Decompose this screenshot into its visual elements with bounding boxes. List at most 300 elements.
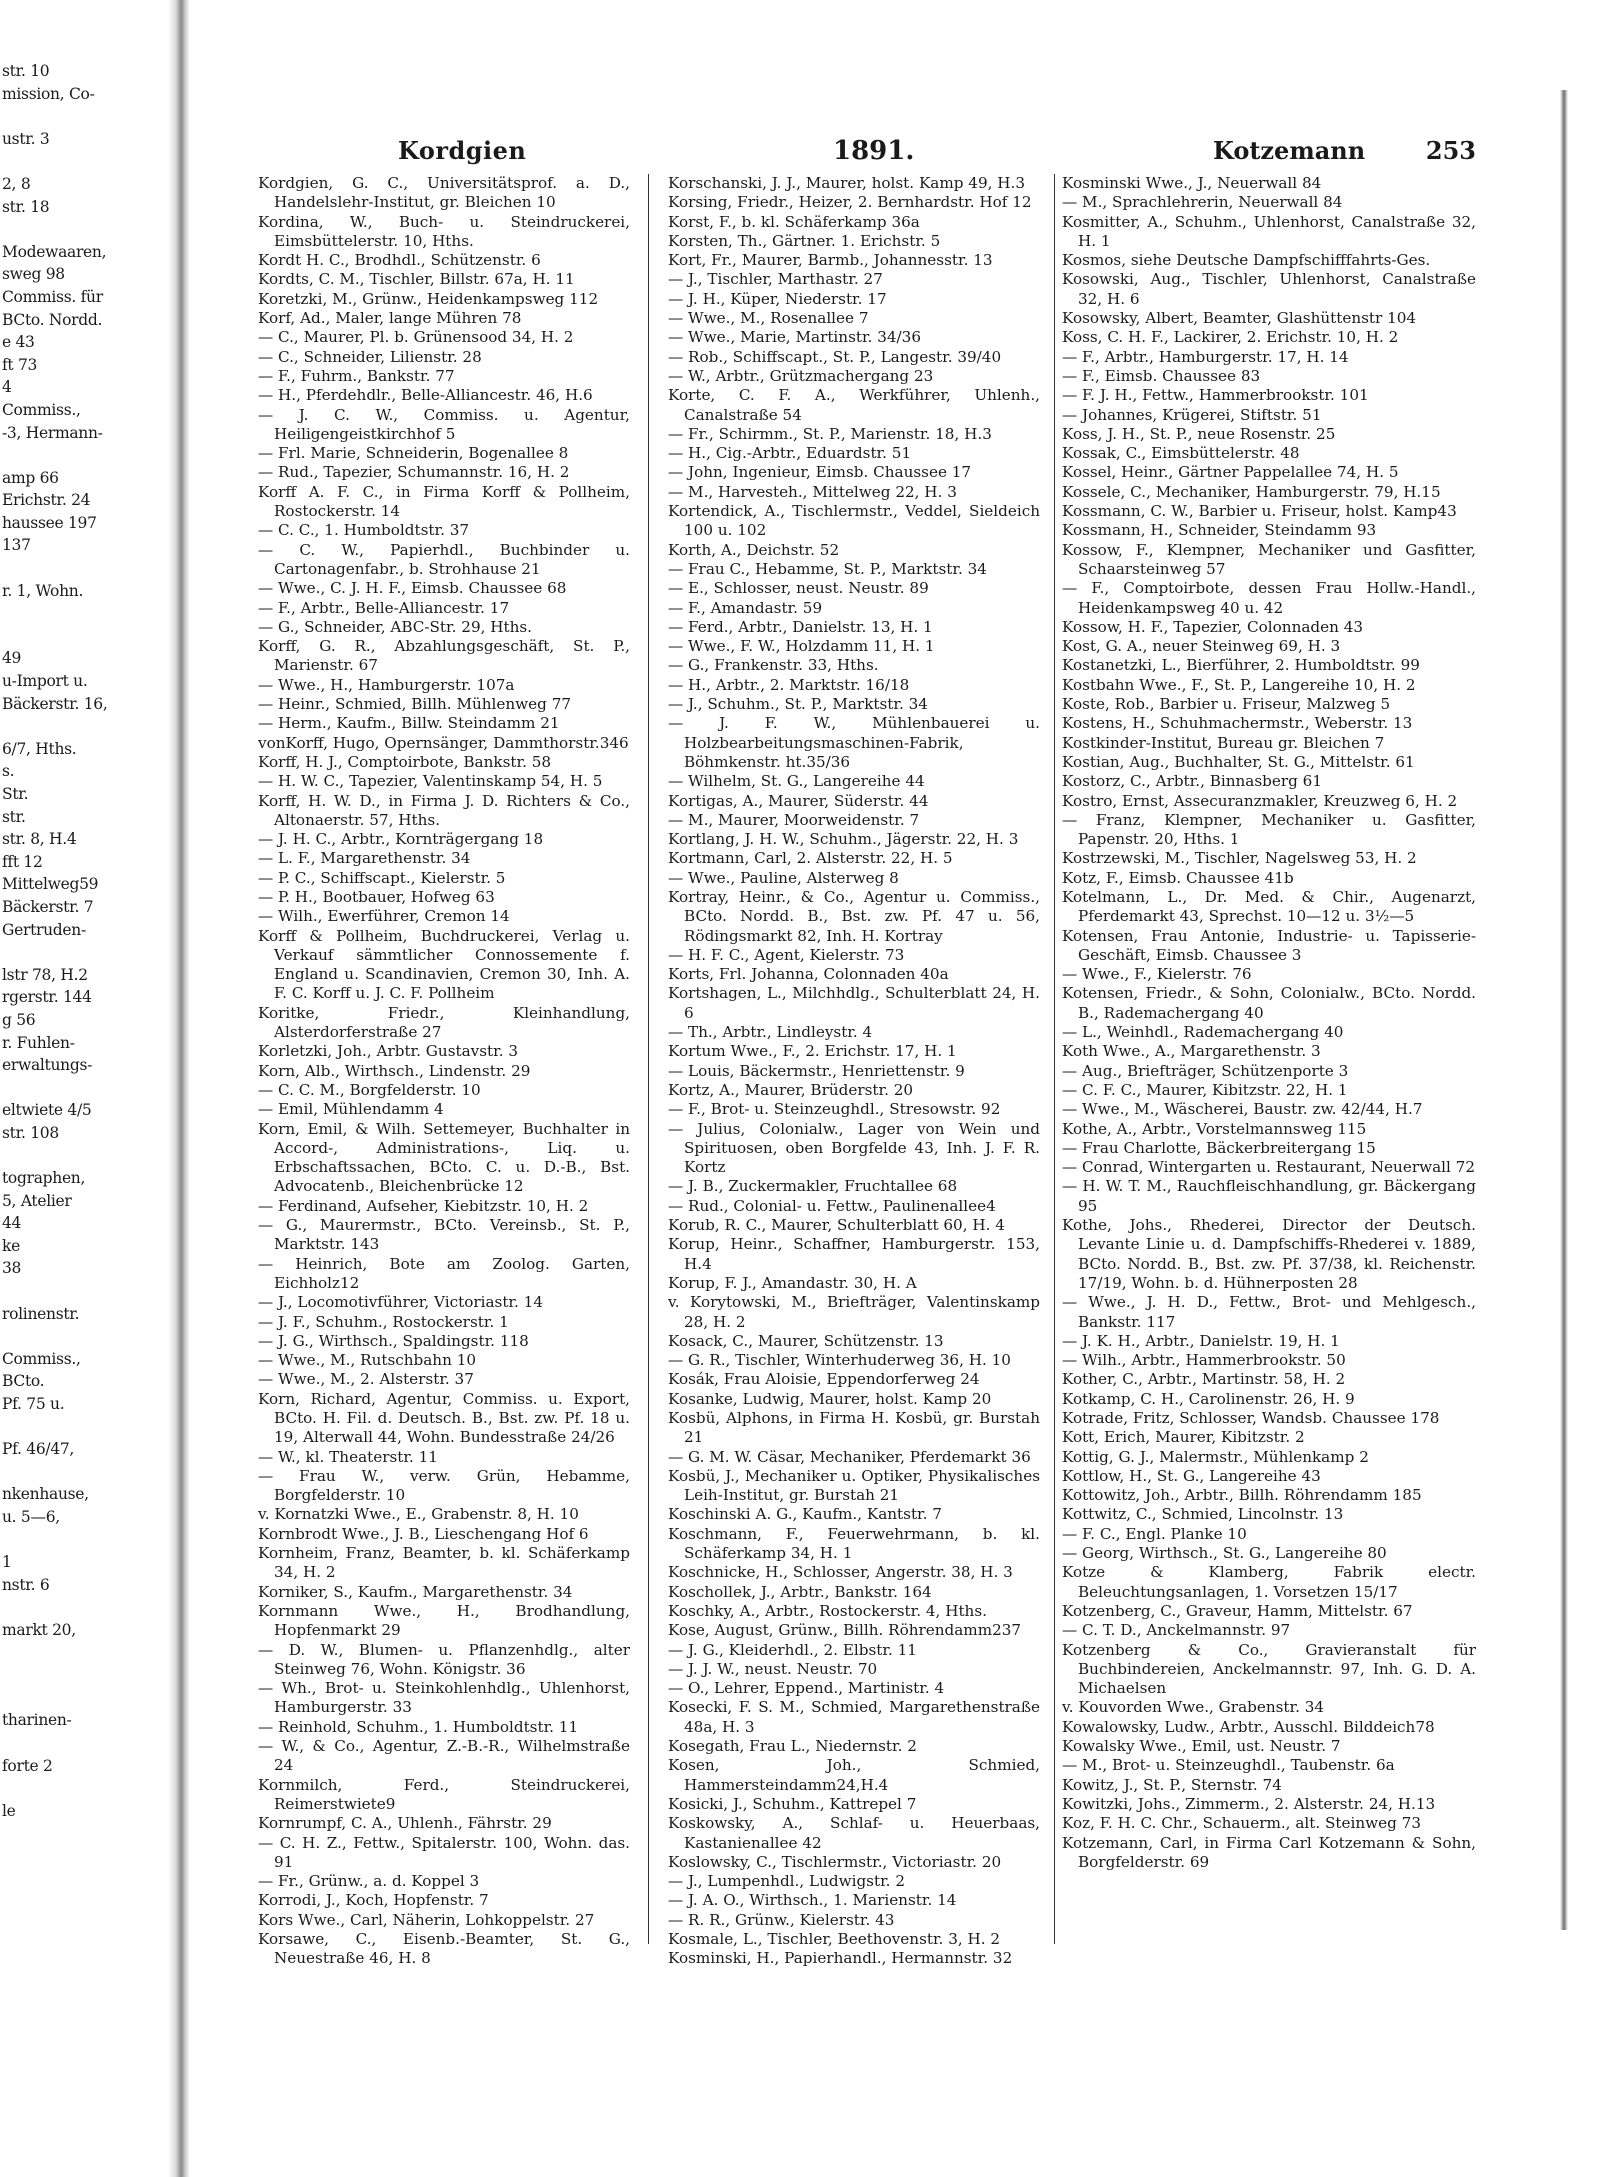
header-year: 1891. — [833, 136, 915, 166]
directory-entry: — Frau W., verw. Grün, Hebamme, Borgfelderstr. 10 — [258, 1466, 630, 1505]
left-page-line: 4 — [2, 378, 12, 397]
directory-entry: — W., Arbtr., Grützmachergang 23 — [668, 366, 934, 385]
left-page-line: Bäckerstr. 16, — [2, 694, 108, 713]
directory-entry: — J. K. H., Arbtr., Danielstr. 19, H. 1 — [1062, 1331, 1340, 1350]
left-page-line — [0, 1642, 178, 1665]
directory-entry: Kosmale, L., Tischler, Beethovenstr. 3, H. 2 — [668, 1930, 1001, 1949]
directory-entry: — J. C. W., Commiss. u. Agentur, Heiligengeistkirchhof 5 — [258, 405, 630, 443]
left-page-line — [0, 1777, 178, 1800]
directory-entry: Korst, F., b. kl. Schäferkamp 36a — [668, 212, 920, 231]
directory-entry: — F., Arbtr., Hamburgerstr. 17, H. 14 — [1062, 347, 1349, 366]
directory-entry: Kosbü, J., Mechaniker u. Optiker, Physikalisches Leih-Institut, gr. Burstah 21 — [668, 1466, 1040, 1505]
left-page-line: fft 12 — [2, 852, 43, 871]
directory-entry: v. Kouvorden Wwe., Grabenstr. 34 — [1062, 1698, 1325, 1717]
directory-entry: Kosecki, F. S. M., Schmied, Margarethenstraße 48a, H. 3 — [668, 1698, 1040, 1736]
left-page-line: 1 — [2, 1553, 12, 1572]
directory-entry: — Rob., Schiffscapt., St. P., Langestr. 39/40 — [668, 347, 1002, 366]
directory-entry: Kordts, C. M., Tischler, Billstr. 67a, H. 11 — [258, 270, 575, 289]
directory-entry: — Reinhold, Schuhm., 1. Humboldtstr. 11 — [258, 1717, 579, 1736]
directory-entry: — Rud., Colonial- u. Fettw., Paulinenallee4 — [668, 1196, 996, 1215]
directory-entry: — F., Amandastr. 59 — [668, 598, 823, 617]
left-page-line: Gertruden- — [2, 920, 86, 939]
directory-entry: Kossel, Heinr., Gärtner Pappelallee 74, H. 5 — [1062, 463, 1399, 482]
directory-entry: Kostian, Aug., Buchhalter, St. G., Mittelstr. 61 — [1062, 752, 1415, 771]
directory-entry: — M., Brot- u. Steinzeughdl., Taubenstr. 6a — [1062, 1756, 1395, 1775]
directory-entry: Kosbü, Alphons, in Firma H. Kosbü, gr. Burstah 21 — [668, 1409, 1040, 1447]
directory-entry: Korsing, Friedr., Heizer, 2. Bernhardstr. Hof 12 — [668, 193, 1032, 212]
left-page-line: 2, 8 — [2, 174, 31, 193]
directory-entry: Kosegath, Frau L., Niedernstr. 2 — [668, 1737, 917, 1756]
directory-entry: — J. H. C., Arbtr., Kornträgergang 18 — [258, 830, 544, 849]
directory-entry: Kortz, A., Maurer, Brüderstr. 20 — [668, 1080, 914, 1099]
left-page-line: nkenhause, — [2, 1485, 89, 1504]
directory-entry: — Wilh., Ewerführer, Cremon 14 — [258, 907, 510, 926]
directory-entry: Kossow, F., Klempner, Mechaniker und Gasfitter, Schaarsteinweg 57 — [1062, 540, 1476, 578]
directory-entry: — C. W., Papierhdl., Buchbinder u. Cartonagenfabr., b. Strohhause 21 — [258, 540, 630, 578]
left-page-line: e 43 — [2, 333, 35, 352]
left-page-line — [0, 105, 178, 128]
directory-entry: — C. H. Z., Fettw., Spitalerstr. 100, Wohn. das. 91 — [258, 1833, 630, 1871]
directory-entry: — W., & Co., Agentur, Z.-B.-R., Wilhelmstraße 24 — [258, 1737, 630, 1775]
directory-entry: Korschanski, J. J., Maurer, holst. Kamp 49, H.3 — [668, 174, 1026, 192]
left-page-line: rolinenstr. — [2, 1304, 80, 1323]
directory-entry: Kosmitter, A., Schuhm., Uhlenhorst, Canalstraße 32, H. 1 — [1062, 212, 1476, 250]
directory-entry: Kortray, Heinr., & Co., Agentur u. Commiss., BCto. Nordd. B., Bst. zw. Pf. 47 u. 56, Rödingsmarkt 82, Inh. H. Kortray — [668, 887, 1040, 945]
left-page-line: BCto. — [2, 1372, 45, 1391]
directory-entry: Kosowski, Aug., Tischler, Uhlenhorst, Canalstraße 32, H. 6 — [1062, 270, 1476, 308]
directory-entry: Kosminski Wwe., J., Neuerwall 84 — [1062, 174, 1322, 192]
directory-entry: Kothe, Johs., Rhederei, Director der Deutsch. Levante Linie u. d. Dampfschiffs-Rhederei v. 1889, BCto. Nordd. B., Bst. zw. Pf. 37/38, kl. Reichenstr. 17/19, Wohn. b. d. Hühnerposten 28 — [1062, 1216, 1476, 1292]
left-page-line: erwaltungs- — [2, 1056, 93, 1075]
left-page-line: s. — [2, 762, 15, 781]
directory-entry: Kordgien, G. C., Universitätsprof. a. D., Handelslehr-Institut, gr. Bleichen 10 — [258, 174, 630, 212]
directory-entry: Kordt H. C., Brodhdl., Schützenstr. 6 — [258, 251, 541, 270]
left-page-line: haussee 197 — [2, 513, 97, 532]
left-page-line: u. 5—6, — [2, 1508, 60, 1526]
directory-entry: — Frl. Marie, Schneiderin, Bogenallee 8 — [258, 444, 569, 463]
directory-entry: Kornmilch, Ferd., Steindruckerei, Reimerstwiete9 — [258, 1775, 630, 1813]
directory-entry: v. Kornatzki Wwe., E., Grabenstr. 8, H. 10 — [258, 1505, 579, 1524]
directory-entry: Kott, Erich, Maurer, Kibitzstr. 2 — [1062, 1428, 1305, 1447]
left-page-line: tharinen- — [2, 1711, 72, 1730]
directory-entry: Kostens, H., Schuhmachermstr., Weberstr. 13 — [1062, 714, 1413, 733]
directory-entry: Kortlang, J. H. W., Schuhm., Jägerstr. 22, H. 3 — [668, 830, 1019, 849]
directory-entry: Kostrzewski, M., Tischler, Nagelsweg 53, H. 2 — [1062, 849, 1417, 868]
directory-entry: — M., Maurer, Moorweidenstr. 7 — [668, 810, 920, 829]
left-page-line — [0, 218, 178, 241]
directory-entry: Koz, F. H. C. Chr., Schauerm., alt. Steinweg 73 — [1062, 1814, 1422, 1833]
directory-entry: Kotensen, Frau Antonie, Industrie- u. Tapisserie-Geschäft, Eimsb. Chaussee 3 — [1062, 926, 1476, 964]
directory-entry: Kotze & Klamberg, Fabrik electr. Beleuchtungsanlagen, 1. Vorsetzen 15/17 — [1062, 1563, 1476, 1601]
left-page-line — [0, 557, 178, 580]
directory-entry: Kortmann, Carl, 2. Alsterstr. 22, H. 5 — [668, 849, 953, 868]
left-page-line: nstr. 6 — [2, 1575, 50, 1594]
directory-entry: — Rud., Tapezier, Schumannstr. 16, H. 2 — [258, 463, 570, 482]
directory-entry: Kostorz, C., Arbtr., Binnasberg 61 — [1062, 772, 1323, 791]
directory-entry: — F., Eimsb. Chaussee 83 — [1062, 366, 1261, 385]
directory-entry: Koth Wwe., A., Margarethenstr. 3 — [1062, 1042, 1321, 1061]
directory-entry: Kortendick, A., Tischlermstr., Veddel, Sieldeich 100 u. 102 — [668, 502, 1040, 540]
directory-entry: — C. C., 1. Humboldtstr. 37 — [258, 521, 470, 540]
left-page-line — [0, 1280, 178, 1303]
directory-entry: — Fr., Grünw., a. d. Koppel 3 — [258, 1872, 480, 1891]
directory-entry: Kose, August, Grünw., Billh. Röhrendamm237 — [668, 1621, 1022, 1640]
left-page-line — [0, 941, 178, 964]
directory-entry: Korf, Ad., Maler, lange Mühren 78 — [258, 309, 522, 328]
directory-entry: Kostanetzki, L., Bierführer, 2. Humboldtstr. 99 — [1062, 656, 1420, 675]
directory-entry: — Julius, Colonialw., Lager von Wein und Spirituosen, oben Borgfelde 43, Inh. J. F. R. Kortz — [668, 1119, 1040, 1177]
header-last-entry: Kotzemann — [1213, 136, 1366, 165]
directory-entry: — M., Harvesteh., Mittelweg 22, H. 3 — [668, 482, 957, 501]
left-page-line: sweg 98 — [2, 265, 65, 284]
left-page-line: lstr 78, H.2 — [2, 965, 88, 984]
directory-entry: — H., Arbtr., 2. Marktstr. 16/18 — [668, 675, 910, 694]
directory-entry: — G. R., Tischler, Winterhuderweg 36, H. 10 — [668, 1351, 1011, 1370]
directory-entry: Koretzki, M., Grünw., Heidenkampsweg 112 — [258, 289, 599, 308]
directory-entry: — Herm., Kaufm., Billw. Steindamm 21 — [258, 714, 560, 733]
directory-entry: — M., Sprachlehrerin, Neuerwall 84 — [1062, 193, 1343, 212]
directory-entry: — Wwe., H., Hamburgerstr. 107a — [258, 675, 515, 694]
directory-entry: — H. W. C., Tapezier, Valentinskamp 54, H. 5 — [258, 772, 603, 791]
directory-entry: Kotzenberg & Co., Gravieranstalt für Buchbindereien, Anckelmannstr. 97, Inh. G. D. A. Michaelsen — [1062, 1640, 1476, 1698]
directory-entry: — J., Tischler, Marthastr. 27 — [668, 270, 883, 289]
directory-entry: — J. J. W., neust. Neustr. 70 — [668, 1659, 878, 1678]
directory-column-2 — [668, 174, 1040, 1968]
directory-entry: Kornheim, Franz, Beamter, b. kl. Schäferkamp 34, H. 2 — [258, 1544, 630, 1582]
directory-entry: — F., Brot- u. Steinzeughdl., Stresowstr. 92 — [668, 1100, 1001, 1119]
left-page-line: r. Fuhlen- — [2, 1033, 75, 1052]
left-page-line: 44 — [2, 1214, 22, 1233]
directory-entry: — D. W., Blumen- u. Pflanzenhdlg., alter Steinweg 76, Wohn. Königstr. 36 — [258, 1640, 630, 1678]
directory-entry: Kotensen, Friedr., & Sohn, Colonialw., BCto. Nordd. B., Rademachergang 40 — [1062, 984, 1476, 1022]
directory-entry: Kostro, Ernst, Assecuranzmakler, Kreuzweg 6, H. 2 — [1062, 791, 1458, 810]
directory-entry: — P. C., Schiffscapt., Kielerstr. 5 — [258, 868, 506, 887]
directory-entry: Kowalsky Wwe., Emil, ust. Neustr. 7 — [1062, 1737, 1341, 1756]
directory-entry: Korff A. F. C., in Firma Korff & Pollheim, Rostockerstr. 14 — [258, 482, 630, 521]
left-page-line — [0, 1416, 178, 1439]
directory-entry: — Wwe., J. H. D., Fettw., Brot- und Mehlgesch., Bankstr. 117 — [1062, 1293, 1476, 1331]
left-page-line — [0, 715, 178, 738]
directory-entry: — Wwe., Marie, Martinstr. 34/36 — [668, 328, 921, 347]
directory-entry: Korth, A., Deichstr. 52 — [668, 540, 840, 559]
directory-entry: Korte, C. F. A., Werkführer, Uhlenh., Canalstraße 54 — [668, 386, 1040, 424]
directory-entry: — Conrad, Wintergarten u. Restaurant, Neuerwall 72 — [1062, 1158, 1475, 1177]
directory-entry: — Fr., Schirmm., St. P., Marienstr. 18, H.3 — [668, 424, 992, 443]
directory-entry: Korff, G. R., Abzahlungsgeschäft, St. P., Marienstr. 67 — [258, 637, 630, 675]
directory-entry: Kossmann, H., Schneider, Steindamm 93 — [1062, 521, 1377, 540]
directory-column-1 — [258, 174, 630, 1968]
left-page-line: ustr. 3 — [2, 129, 50, 148]
directory-entry: Kost, G. A., neuer Steinweg 69, H. 3 — [1062, 637, 1341, 656]
directory-entry: Kossmann, C. W., Barbier u. Friseur, holst. Kamp43 — [1062, 502, 1457, 521]
directory-entry: — O., Lehrer, Eppend., Martinistr. 4 — [668, 1679, 945, 1698]
left-page-line: le — [2, 1801, 16, 1820]
directory-entry: — H., Pferdehdlr., Belle-Alliancestr. 46, H.6 — [258, 386, 593, 405]
directory-entry: Korsten, Th., Gärtner. 1. Erichstr. 5 — [668, 231, 941, 250]
directory-entry: — L., Weinhdl., Rademachergang 40 — [1062, 1023, 1344, 1042]
directory-entry: — Heinr., Schmied, Billh. Mühlenweg 77 — [258, 695, 572, 714]
directory-entry: — Th., Arbtr., Lindleystr. 4 — [668, 1023, 873, 1042]
page-number: 253 — [1425, 136, 1476, 165]
directory-entry: Koskowsky, A., Schlaf- u. Heuerbaas, Kastanienallee 42 — [668, 1814, 1040, 1852]
left-page-line: str. 108 — [2, 1123, 59, 1142]
directory-entry: — Ferd., Arbtr., Danielstr. 13, H. 1 — [668, 617, 933, 636]
directory-entry: Korniker, S., Kaufm., Margarethenstr. 34 — [258, 1582, 573, 1601]
directory-entry: — J., Lumpenhdl., Ludwigstr. 2 — [668, 1872, 905, 1891]
directory-entry: Kornbrodt Wwe., J. B., Lieschengang Hof 6 — [258, 1524, 589, 1543]
directory-entry: Kowalowsky, Ludw., Arbtr., Ausschl. Bilddeich78 — [1062, 1717, 1435, 1736]
left-page-line — [0, 1461, 178, 1484]
directory-entry: — J. H., Küper, Niederstr. 17 — [668, 289, 887, 308]
directory-entry: Kosowsky, Albert, Beamter, Glashüttenstr 104 — [1062, 309, 1417, 328]
left-page-line: 137 — [2, 536, 31, 555]
directory-entry: Kottwitz, C., Schmied, Lincolnstr. 13 — [1062, 1505, 1344, 1524]
column-divider — [648, 174, 649, 1944]
directory-entry: Kosack, C., Maurer, Schützenstr. 13 — [668, 1331, 944, 1350]
directory-entry: Kostbahn Wwe., F., St. P., Langereihe 10, H. 2 — [1062, 675, 1416, 694]
directory-entry: — Johannes, Krügerei, Stiftstr. 51 — [1062, 405, 1322, 424]
directory-entry: — Wwe., F., Kielerstr. 76 — [1062, 965, 1252, 984]
directory-entry: Kosen, Joh., Schmied, Hammersteindamm24,H.4 — [668, 1756, 1040, 1794]
directory-entry: Kotzenberg, C., Graveur, Hamm, Mittelstr. 67 — [1062, 1601, 1413, 1620]
left-page-line — [0, 1529, 178, 1552]
left-page-line: rgerstr. 144 — [2, 988, 92, 1007]
left-page-line: ft 73 — [2, 355, 38, 374]
header-first-entry: Kordgien — [398, 136, 527, 165]
directory-entry: — Franz, Klempner, Mechaniker u. Gasfitter, Papenstr. 20, Hths. 1 — [1062, 810, 1476, 849]
page-header — [258, 136, 1476, 176]
left-page-line — [0, 1596, 178, 1619]
left-page-line: Commiss., — [2, 1349, 81, 1368]
directory-entry: — F., Fuhrm., Bankstr. 77 — [258, 366, 455, 385]
directory-entry: vonKorff, Hugo, Opernsänger, Dammthorstr.346 — [258, 733, 629, 752]
directory-entry: Kowitzki, Johs., Zimmerm., 2. Alsterstr. 24, H.13 — [1062, 1794, 1436, 1813]
left-page-line: str. 10 — [2, 62, 50, 80]
directory-entry: — G., Frankenstr. 33, Hths. — [668, 656, 879, 675]
directory-entry: Koschmann, F., Feuerwehrmann, b. kl. Schäferkamp 34, H. 1 — [668, 1524, 1040, 1563]
directory-entry: — Wh., Brot- u. Steinkohlenhdlg., Uhlenhorst, Hamburgerstr. 33 — [258, 1679, 630, 1717]
directory-entry: — Wwe., F. W., Holzdamm 11, H. 1 — [668, 637, 935, 656]
directory-entry: Korff, H. W. D., in Firma J. D. Richters & Co., Altonaerstr. 57, Hths. — [258, 791, 630, 829]
directory-entry: Kortum Wwe., F., 2. Erichstr. 17, H. 1 — [668, 1042, 957, 1061]
directory-entry: Koss, C. H. F., Lackirer, 2. Erichstr. 10, H. 2 — [1062, 328, 1399, 347]
directory-entry: — Wwe., C. J. H. F., Eimsb. Chaussee 68 — [258, 579, 567, 598]
directory-entry: Kothe, A., Arbtr., Vorstelmannsweg 115 — [1062, 1119, 1367, 1138]
directory-entry: — H. W. T. M., Rauchfleischhandlung, gr. Bäckergang 95 — [1062, 1177, 1476, 1215]
left-page-line: amp 66 — [2, 468, 59, 487]
left-page-line: ke — [2, 1236, 20, 1255]
left-page-line: eltwiete 4/5 — [2, 1101, 92, 1120]
left-page-line: 6/7, Hths. — [2, 739, 77, 758]
directory-entry: Kort, Fr., Maurer, Barmb., Johannesstr. 13 — [668, 251, 993, 270]
directory-entry: — H. F. C., Agent, Kielerstr. 73 — [668, 945, 905, 964]
directory-entry: — G. M. W. Cäsar, Mechaniker, Pferdemarkt 36 — [668, 1447, 1031, 1466]
left-page-line: mission, Co- — [2, 84, 95, 103]
directory-entry: Kottowitz, Joh., Arbtr., Billh. Röhrendamm 185 — [1062, 1486, 1422, 1505]
left-page-line: Str. — [2, 785, 29, 803]
directory-entry: — G., Schneider, ABC-Str. 29, Hths. — [258, 617, 533, 636]
directory-entry: Koss, J. H., St. P., neue Rosenstr. 25 — [1062, 424, 1336, 443]
directory-entry: — E., Schlosser, neust. Neustr. 89 — [668, 579, 929, 598]
left-page-line: 49 — [2, 649, 22, 668]
directory-entry: — C., Maurer, Pl. b. Grünensood 34, H. 2 — [258, 328, 574, 347]
left-page-line: g 56 — [2, 1010, 36, 1029]
directory-entry: — J., Locomotivführer, Victoriastr. 14 — [258, 1293, 543, 1312]
directory-entry: — C., Schneider, Lilienstr. 28 — [258, 347, 482, 366]
directory-entry: Kors Wwe., Carl, Näherin, Lohkoppelstr. 27 — [258, 1910, 595, 1929]
directory-entry: Kotkamp, C. H., Carolinenstr. 26, H. 9 — [1062, 1389, 1355, 1408]
left-page-line: str. — [2, 807, 26, 826]
directory-entry: Korup, Heinr., Schaffner, Hamburgerstr. 153, H.4 — [668, 1235, 1040, 1273]
left-page-line — [0, 1325, 178, 1348]
directory-entry: Kossak, C., Eimsbüttelerstr. 48 — [1062, 444, 1300, 463]
left-page-line: -3, Hermann- — [2, 423, 103, 442]
directory-entry: — Ferdinand, Aufseher, Kiebitzstr. 10, H. 2 — [258, 1196, 589, 1215]
directory-entry: Kottig, G. J., Malermstr., Mühlenkamp 2 — [1062, 1447, 1369, 1466]
directory-entry: Koritke, Friedr., Kleinhandlung, Alsterdorferstraße 27 — [258, 1003, 630, 1042]
directory-entry: — Heinrich, Bote am Zoolog. Garten, Eichholz12 — [258, 1254, 630, 1292]
directory-entry: — J. G., Wirthsch., Spaldingstr. 118 — [258, 1331, 529, 1350]
left-page-line: Pf. 46/47, — [2, 1440, 75, 1459]
directory-entry: Kotz, F., Eimsb. Chaussee 41b — [1062, 868, 1294, 887]
left-page-line: 5, Atelier — [2, 1191, 72, 1210]
directory-column-3 — [1062, 174, 1476, 1944]
column-divider — [1054, 174, 1055, 1944]
left-page-fragment — [0, 60, 178, 2110]
left-page-line — [0, 625, 178, 648]
directory-entry: — P. H., Bootbauer, Hofweg 63 — [258, 887, 495, 906]
directory-entry: Korn, Richard, Agentur, Commiss. u. Export, BCto. H. Fil. d. Deutsch. B., Bst. zw. Pf. 18 u. 19, Alterwall 44, Wohn. Bundesstraße 24/26 — [258, 1389, 630, 1447]
directory-entry: Kowitz, J., St. P., Sternstr. 74 — [1062, 1775, 1282, 1794]
directory-entry: — Wwe., M., Rutschbahn 10 — [258, 1351, 477, 1370]
directory-entry: — Wwe., M., 2. Alsterstr. 37 — [258, 1370, 474, 1389]
left-page-line — [0, 1732, 178, 1755]
directory-entry: — C. F. C., Maurer, Kibitzstr. 22, H. 1 — [1062, 1080, 1348, 1099]
directory-entry: — G., Maurermstr., BCto. Vereinsb., St. P., Marktstr. 143 — [258, 1216, 630, 1254]
directory-entry: Kosanke, Ludwig, Maurer, holst. Kamp 20 — [668, 1389, 992, 1408]
directory-entry: — J. F. W., Mühlenbauerei u. Holzbearbeitungsmaschinen-Fabrik, Böhmkenstr. ht.35/36 — [668, 714, 1040, 771]
left-page-line: Pf. 75 u. — [2, 1395, 65, 1414]
left-page-line: Modewaaren, — [2, 242, 107, 261]
directory-entry: Koslowsky, C., Tischlermstr., Victoriastr. 20 — [668, 1852, 1002, 1871]
directory-entry: Kortigas, A., Maurer, Süderstr. 44 — [668, 791, 929, 810]
directory-entry: Kotrade, Fritz, Schlosser, Wandsb. Chaussee 178 — [1062, 1409, 1440, 1427]
directory-entry: — H., Cig.-Arbtr., Eduardstr. 51 — [668, 444, 912, 463]
directory-entry: — J. F., Schuhm., Rostockerstr. 1 — [258, 1312, 509, 1331]
directory-entry: — Wilhelm, St. G., Langereihe 44 — [668, 772, 925, 791]
left-page-line: forte 2 — [2, 1756, 53, 1775]
directory-entry: Kordina, W., Buch- u. Steindruckerei, Eimsbüttelerstr. 10, Hths. — [258, 212, 630, 250]
directory-entry: Kottlow, H., St. G., Langereihe 43 — [1062, 1466, 1321, 1485]
directory-entry: — Wilh., Arbtr., Hammerbrookstr. 50 — [1062, 1351, 1346, 1370]
directory-entry: — Wwe., M., Wäscherei, Baustr. zw. 42/44, H.7 — [1062, 1100, 1423, 1119]
directory-entry: Koschinski A. G., Kaufm., Kantstr. 7 — [668, 1505, 942, 1524]
directory-entry: Kosák, Frau Aloisie, Eppendorferweg 24 — [668, 1370, 980, 1389]
left-page-line: Erichstr. 24 — [2, 491, 91, 510]
directory-entry: Korrodi, J., Koch, Hopfenstr. 7 — [258, 1891, 489, 1910]
left-page-line: u-Import u. — [2, 672, 88, 691]
directory-entry: — F. C., Engl. Planke 10 — [1062, 1524, 1247, 1543]
left-page-line: markt 20, — [2, 1620, 76, 1639]
left-page-line — [0, 1077, 178, 1100]
directory-entry: — Emil, Mühlendamm 4 — [258, 1100, 444, 1119]
directory-entry: Kornrumpf, C. A., Uhlenh., Fährstr. 29 — [258, 1814, 552, 1833]
directory-entry: Koschky, A., Arbtr., Rostockerstr. 4, Hths. — [668, 1601, 987, 1620]
directory-entry: Koste, Rob., Barbier u. Friseur, Malzweg 5 — [1062, 695, 1391, 714]
directory-entry: — F. J. H., Fettw., Hammerbrookstr. 101 — [1062, 386, 1369, 405]
directory-entry: — C. T. D., Anckelmannstr. 97 — [1062, 1621, 1291, 1640]
directory-entry: Kosicki, J., Schuhm., Kattrepel 7 — [668, 1794, 917, 1813]
left-page-line — [0, 1664, 178, 1687]
directory-entry: Korff, H. J., Comptoirbote, Bankstr. 58 — [258, 752, 552, 771]
directory-entry: Kotzemann, Carl, in Firma Carl Kotzemann & Sohn, Borgfelderstr. 69 — [1062, 1833, 1476, 1871]
directory-entry: — J., Schuhm., St. P., Marktstr. 34 — [668, 695, 928, 714]
directory-entry: — Wwe., Pauline, Alsterweg 8 — [668, 868, 899, 887]
left-page-line: str. 18 — [2, 197, 50, 216]
left-page-line — [0, 1822, 178, 1845]
directory-entry: — Aug., Briefträger, Schützenporte 3 — [1062, 1061, 1349, 1080]
directory-entry: Kossow, H. F., Tapezier, Colonnaden 43 — [1062, 617, 1364, 636]
left-page-line: Mittelweg59 — [2, 875, 99, 894]
left-page-line: str. 8, H.4 — [2, 830, 77, 849]
directory-entry: Kossele, C., Mechaniker, Hamburgerstr. 79, H.15 — [1062, 482, 1441, 501]
directory-entry: — C. C. M., Borgfelderstr. 10 — [258, 1080, 481, 1099]
left-page-line: Commiss. für — [2, 287, 103, 306]
directory-entry: — Georg, Wirthsch., St. G., Langereihe 80 — [1062, 1544, 1387, 1563]
left-page-line — [0, 150, 178, 173]
directory-entry: — John, Ingenieur, Eimsb. Chaussee 17 — [668, 463, 972, 482]
left-page-line — [0, 444, 178, 467]
directory-entry: Kotelmann, L., Dr. Med. & Chir., Augenarzt, Pferdemarkt 43, Sprechst. 10—12 u. 3½—5 — [1062, 887, 1476, 926]
directory-entry: Korup, F. J., Amandastr. 30, H. A — [668, 1273, 917, 1292]
directory-entry: Kosminski, H., Papierhandl., Hermannstr. 32 — [668, 1949, 1013, 1968]
directory-entry: Korletzki, Joh., Arbtr. Gustavstr. 3 — [258, 1042, 519, 1061]
directory-entry: Kortshagen, L., Milchhdlg., Schulterblatt 24, H. 6 — [668, 984, 1040, 1022]
directory-entry: Korts, Frl. Johanna, Colonnaden 40a — [668, 965, 949, 984]
directory-entry: Kostkinder-Institut, Bureau gr. Bleichen 7 — [1062, 733, 1385, 752]
directory-entry: — Frau C., Hebamme, St. P., Marktstr. 34 — [668, 559, 987, 578]
left-page-line: r. 1, Wohn. — [2, 581, 84, 600]
directory-entry: Korn, Emil, & Wilh. Settemeyer, Buchhalter in Accord-, Administrations-, Liq. u. Erbschaftssachen, BCto. C. u. D.-B., Bst. Advocatenb., Bleichenbrücke 12 — [258, 1119, 630, 1196]
page-edge — [1560, 90, 1568, 1930]
directory-entry: Korff & Pollheim, Buchdruckerei, Verlag u. Verkauf sämmtlicher Connossemente f. England u. Scandinavien, Cremon 30, Inh. A. F. C. Korff u. J. C. F. Pollheim — [258, 926, 630, 1003]
directory-entry: Koschollek, J., Arbtr., Bankstr. 164 — [668, 1582, 932, 1601]
directory-entry: Koschnicke, H., Schlosser, Angerstr. 38, H. 3 — [668, 1563, 1013, 1582]
directory-entry: Kosmos, siehe Deutsche Dampfschifffahrts-Ges. — [1062, 251, 1431, 270]
directory-entry: Korub, R. C., Maurer, Schulterblatt 60, H. 4 — [668, 1216, 1005, 1235]
left-page-line — [0, 602, 178, 625]
directory-entry: Kother, C., Arbtr., Martinstr. 58, H. 2 — [1062, 1370, 1346, 1389]
left-page-line: Commiss., — [2, 400, 81, 419]
left-page-line: BCto. Nordd. — [2, 310, 103, 329]
directory-entry: Kornmann Wwe., H., Brodhandlung, Hopfenmarkt 29 — [258, 1601, 630, 1640]
left-page-line — [0, 1687, 178, 1710]
left-page-line: Bäckerstr. 7 — [2, 897, 94, 916]
directory-entry: — W., kl. Theaterstr. 11 — [258, 1447, 438, 1466]
directory-entry: — R. R., Grünw., Kielerstr. 43 — [668, 1910, 895, 1929]
left-page-line — [0, 1145, 178, 1168]
left-page-line: 38 — [2, 1259, 22, 1278]
directory-entry: v. Korytowski, M., Briefträger, Valentinskamp 28, H. 2 — [668, 1293, 1040, 1331]
directory-entry: — Louis, Bäckermstr., Henriettenstr. 9 — [668, 1061, 965, 1080]
directory-entry: — J. A. O., Wirthsch., 1. Marienstr. 14 — [668, 1891, 957, 1910]
directory-entry: — J. G., Kleiderhdl., 2. Elbstr. 11 — [668, 1640, 917, 1659]
left-page-line: tographen, — [2, 1169, 86, 1188]
directory-entry: — Frau Charlotte, Bäckerbreitergang 15 — [1062, 1138, 1376, 1157]
directory-entry: — J. B., Zuckermakler, Fruchtallee 68 — [668, 1177, 958, 1196]
directory-entry: — F., Comptoirbote, dessen Frau Hollw.-Handl., Heidenkampsweg 40 u. 42 — [1062, 579, 1476, 617]
directory-entry: Korsawe, C., Eisenb.-Beamter, St. G., Neuestraße 46, H. 8 — [258, 1930, 630, 1968]
